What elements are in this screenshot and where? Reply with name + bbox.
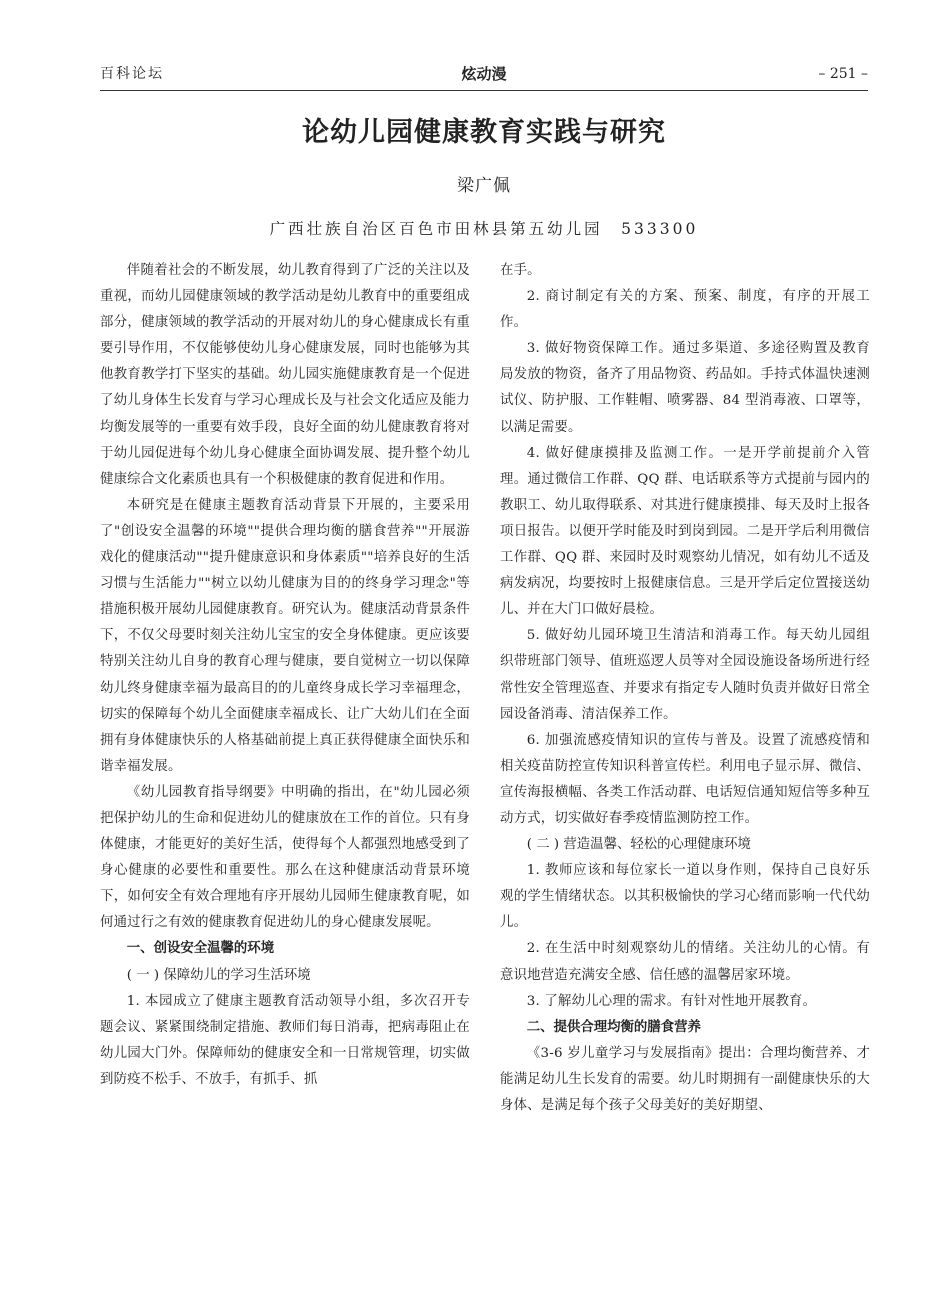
paragraph: 4. 做好健康摸排及监测工作。一是开学前提前介入管理。通过微信工作群、QQ 群、电话联系等方式提前与园内的教职工、幼儿取得联系、对其进行健康摸排、每天及时上报各项日报告。以便开学时能及时到岗到园。二是开学后利用微信工作群、QQ 群、来园时及时观察幼儿情况，如有幼儿不适及病发病况，均要按时上报健康信息。三是开学后定位置接送幼儿、并在大门口做好晨检。: [500, 445, 870, 618]
paragraph: 《3-6 岁儿童学习与发展指南》提出：合理均衡营养、才能满足幼儿生长发育的需要。幼儿时期拥有一副健康快乐的大身体、是满足每个孩子父母美好的美好期望、: [500, 1045, 870, 1113]
column-name: 炫动漫: [461, 65, 507, 83]
right-column: [500, 258, 870, 1218]
paragraph: 6. 加强流感疫情知识的宣传与普及。设置了流感疫情和相关疫苗防控宣传知识科普宣传栏。利用电子显示屏、微信、宣传海报横幅、各类工作活动群、电话短信通知短信等多种互动方式，切实做好春季疫情监测防控工作。: [500, 732, 870, 826]
paragraph: 伴随着社会的不断发展，幼儿教育得到了广泛的关注以及重视，而幼儿园健康领域的教学活动是幼儿教育中的重要组成部分，健康领域的教学活动的开展对幼儿的身心健康成长有重要引导作用，不仅能够使幼儿身心健康发展，同时也能够为其他教育教学打下坚实的基础。幼儿园实施健康教育是一个促进了幼儿身体生长发育与学习心理成长及与社会文化适应及能力均衡发展等的一重要有效手段，良好全面的幼儿健康教育将对于幼儿园促进每个幼儿身心健康全面协调发展、提升整个幼儿健康综合文化素质也具有一个积极健康的教育促进和作用。: [100, 263, 470, 487]
subsection-heading: ( 一 ) 保障幼儿的学习生活环境: [126, 967, 311, 983]
section-heading: 二、提供合理均衡的膳食营养: [526, 1019, 701, 1035]
paragraph: 5. 做好幼儿园环境卫生清洁和消毒工作。每天幼儿园组织带班部门领导、值班巡逻人员等对全园设施设备场所进行经常性安全管理巡查、并要求有指定专人随时负责并做好日常全园设备消毒、清洁保养工作。: [500, 628, 870, 722]
running-header: [100, 62, 868, 86]
journal-name: 百科论坛: [100, 66, 164, 82]
paragraph: 《幼儿园教育指导纲要》中明确的指出，在"幼儿园必须把保护幼儿的生命和促进幼儿的健康放在工作的首位。只有身体健康，才能更好的美好生活，使得每个人都强烈地感受到了身心健康的必要性和重要性。那么在这种健康活动背景环境下，如何安全有效合理地有序开展幼儿园师生健康教育呢，如何通过行之有效的健康教育促进幼儿的身心健康发展呢。: [100, 784, 470, 931]
paragraph: 3. 做好物资保障工作。通过多渠道、多途径购置及教育局发放的物资，备齐了用品物资、药品如。手持式体温快速测试仪、防护服、工作鞋帽、喷雾器、84 型消毒液、口罩等，以满足需要。: [500, 341, 870, 435]
section-heading: 一、创设安全温馨的环境: [126, 941, 275, 957]
paragraph: 在手。: [500, 263, 541, 278]
paragraph: 1. 本园成立了健康主题教育活动领导小组，多次召开专题会议、紧紧围绕制定措施、教师们每日消毒，把病毒阻止在幼儿园大门外。保障师幼的健康安全和一日常规管理，切实做到防疫不松手、不放手，有抓手、抓: [100, 993, 470, 1087]
paragraph: 3. 了解幼儿心理的需求。有针对性地开展教育。: [526, 993, 817, 1009]
left-column: [100, 258, 470, 1218]
author-affiliation: 广西壮族自治区百色市田林县第五幼儿园 533300: [269, 220, 699, 238]
paragraph: 1. 教师应该和每位家长一道以身作则，保持自己良好乐观的学生情绪状态。以其积极愉快的学习心绪而影响一代代幼儿。: [500, 863, 870, 931]
paragraph: 本研究是在健康主题教育活动背景下开展的，主要采用了"创设安全温馨的环境""提供合理均衡的膳食营养""开展游戏化的健康活动""提升健康意识和身体素质""培养良好的生活习惯与生活能力""树立以幼儿健康为目的的终身学习理念"等措施积极开展幼儿园健康教育。研究认为。健康活动背景条件下，不仅父母要时刻关注幼儿宝宝的安全身体健康。更应该要特别关注幼儿自身的教育心理与健康，要自觉树立一切以保障幼儿终身健康幸福为最高目的的儿童终身成长学习幸福理念，切实的保障每个幼儿全面健康幸福成长、让广大幼儿们在全面拥有身体健康快乐的人格基础前提上真正获得健康全面快乐和谐幸福发展。: [100, 497, 470, 774]
article-author: 梁广佩: [457, 176, 511, 196]
paragraph: 2. 在生活中时刻观察幼儿的情绪。关注幼儿的心情。有意识地营造充满安全感、信任感的温馨居家环境。: [500, 941, 870, 983]
article-title: 论幼儿园健康教育实践与研究: [302, 117, 666, 148]
paragraph: 2. 商讨制定有关的方案、预案、制度，有序的开展工作。: [500, 289, 870, 331]
header-rule: [100, 90, 868, 91]
page-number: – 251 –: [818, 66, 868, 82]
subsection-heading: ( 二 ) 营造温馨、轻松的心理健康环境: [526, 837, 751, 853]
